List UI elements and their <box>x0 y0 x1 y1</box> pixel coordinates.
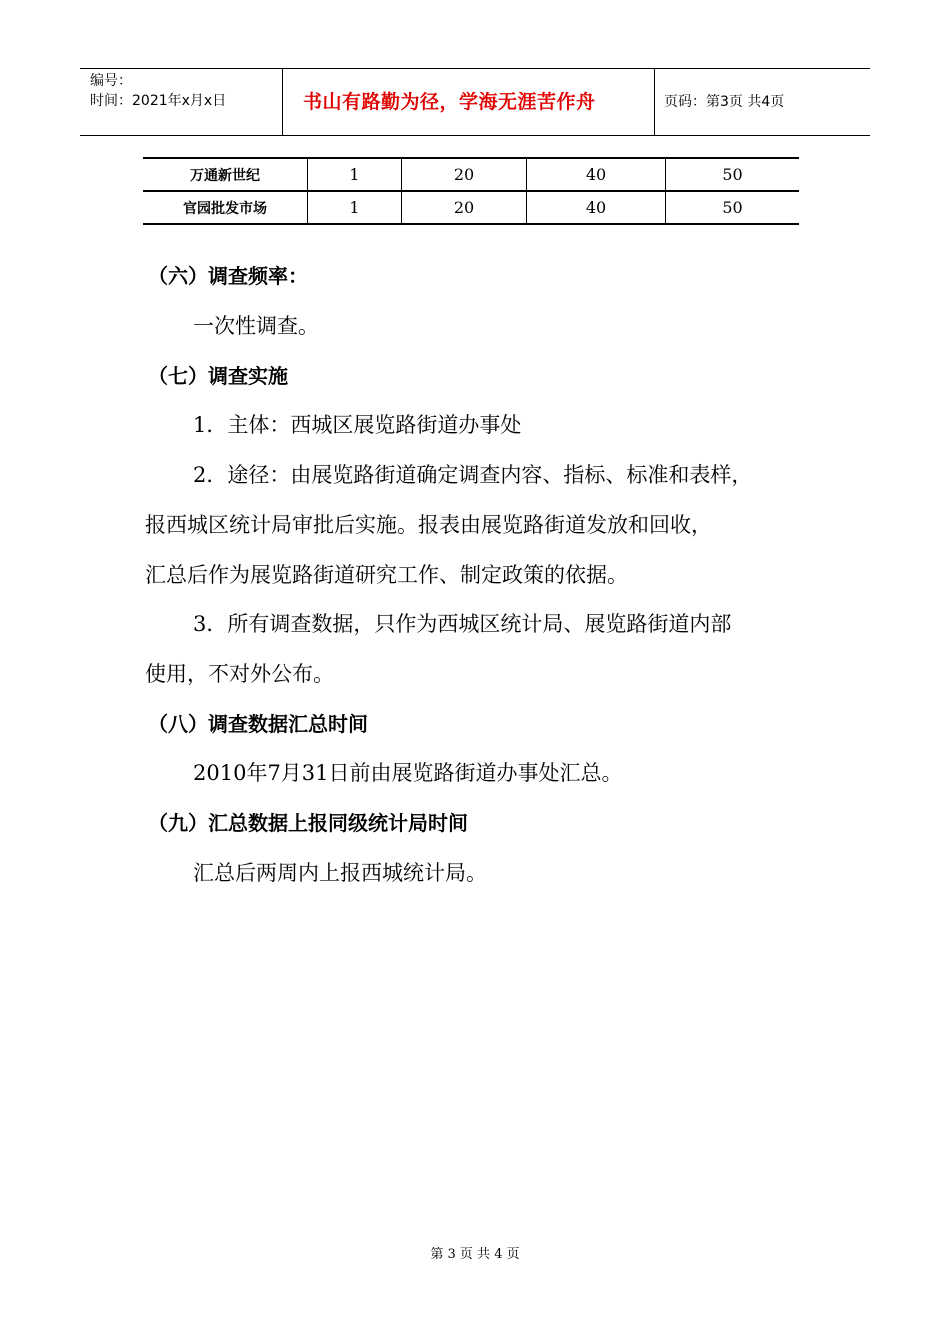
page-header <box>80 68 870 136</box>
table-cell: 万通新世纪 <box>143 158 308 191</box>
section-heading-8: （八）调查数据汇总时间 <box>148 712 368 736</box>
paragraph: 1．主体：西城区展览路街道办事处 <box>193 413 522 437</box>
table-row <box>143 191 799 224</box>
table-cell: 官园批发市场 <box>143 191 308 224</box>
section-heading-9: （九）汇总数据上报同级统计局时间 <box>148 811 468 835</box>
data-table <box>143 157 799 225</box>
paragraph: 报西城区统计局审批后实施。报表由展览路街道发放和回收， <box>145 513 712 537</box>
paragraph: 2010年7月31日前由展览路街道办事处汇总。 <box>193 761 623 785</box>
header-page-info: 页码：第3页 共4页 <box>664 94 785 110</box>
section-heading-6: （六）调查频率： <box>148 264 308 288</box>
table-cell: 1 <box>308 191 402 224</box>
paragraph: 3．所有调查数据，只作为西城区统计局、展览路街道内部 <box>193 612 732 636</box>
paragraph: 汇总后两周内上报西城统计局。 <box>193 861 487 885</box>
header-info-cell <box>80 69 282 135</box>
section-heading-7: （七）调查实施 <box>148 364 288 388</box>
paragraph: 汇总后作为展览路街道研究工作、制定政策的依据。 <box>145 563 628 587</box>
time-label: 时间：2021年x月x日 <box>90 93 227 109</box>
table-cell: 20 <box>402 191 527 224</box>
table-cell: 40 <box>527 191 666 224</box>
table-cell: 20 <box>402 158 527 191</box>
table-cell: 50 <box>666 158 800 191</box>
table-cell: 1 <box>308 158 402 191</box>
paragraph: 使用，不对外公布。 <box>145 662 334 686</box>
table-cell: 40 <box>527 158 666 191</box>
header-motto: 书山有路勤为径，学海无涯苦作舟 <box>282 69 655 135</box>
paragraph: 2．途径：由展览路街道确定调查内容、指标、标准和表样， <box>193 463 753 487</box>
page-footer: 第 3 页 共 4 页 <box>430 1247 520 1262</box>
number-label: 编号： <box>90 73 132 89</box>
paragraph: 一次性调查。 <box>193 314 319 338</box>
table-row <box>143 158 799 191</box>
table-cell: 50 <box>666 191 800 224</box>
